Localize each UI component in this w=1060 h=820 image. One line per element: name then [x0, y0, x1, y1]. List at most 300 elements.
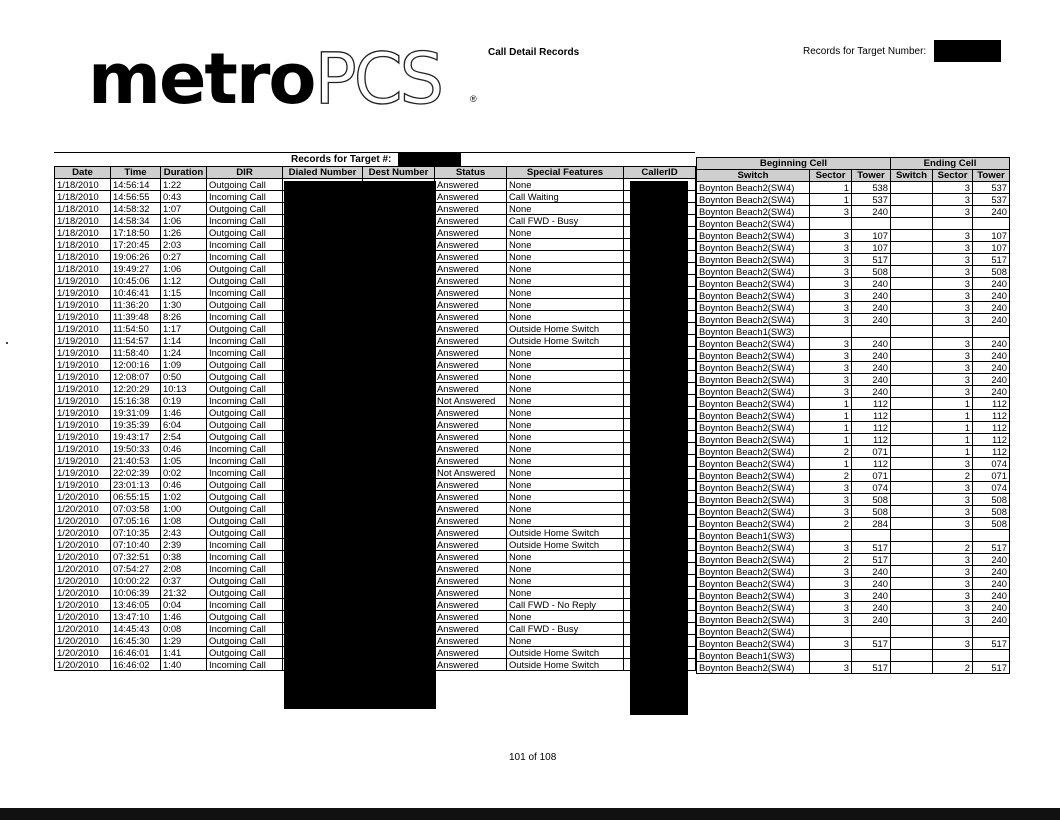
date-cell: 1/20/2010 — [55, 527, 111, 539]
begin-sector-cell: 3 — [810, 542, 852, 554]
table-row — [697, 518, 1010, 530]
column-header: DIR — [207, 167, 283, 179]
table-row — [697, 230, 1010, 242]
end-tower-cell: 537 — [973, 182, 1010, 194]
special-features-cell: None — [507, 635, 624, 647]
column-header: Status — [435, 167, 507, 179]
table-row — [697, 350, 1010, 362]
begin-switch-cell: Boynton Beach2(SW4) — [697, 434, 810, 446]
duration-cell: 1:46 — [161, 611, 207, 623]
table-row — [697, 278, 1010, 290]
end-sector-cell: 2 — [933, 662, 973, 674]
begin-tower-cell: 240 — [852, 578, 891, 590]
date-cell: 1/20/2010 — [55, 587, 111, 599]
end-tower-cell: 074 — [973, 482, 1010, 494]
status-cell: Answered — [435, 431, 507, 443]
end-switch-cell — [891, 350, 933, 362]
end-switch-cell — [891, 638, 933, 650]
date-cell: 1/19/2010 — [55, 311, 111, 323]
duration-cell: 0:50 — [161, 371, 207, 383]
begin-switch-cell: Boynton Beach2(SW4) — [697, 194, 810, 206]
end-switch-cell — [891, 242, 933, 254]
ending-cell-header: Ending Cell — [891, 158, 1010, 170]
table-row — [697, 578, 1010, 590]
metropcs-logo — [88, 38, 477, 120]
status-cell: Answered — [435, 443, 507, 455]
time-cell: 16:45:30 — [111, 635, 161, 647]
end-sector-cell: 3 — [933, 494, 973, 506]
records-for-target-label: Records for Target #: — [291, 154, 392, 165]
table-row — [697, 410, 1010, 422]
status-cell: Answered — [435, 599, 507, 611]
duration-cell: 0:46 — [161, 443, 207, 455]
end-switch-cell — [891, 182, 933, 194]
end-tower-cell: 107 — [973, 230, 1010, 242]
begin-switch-cell: Boynton Beach2(SW4) — [697, 182, 810, 194]
begin-tower-cell — [852, 650, 891, 662]
date-cell: 1/19/2010 — [55, 455, 111, 467]
date-cell: 1/20/2010 — [55, 515, 111, 527]
column-header: Switch — [697, 170, 810, 182]
duration-cell: 1:30 — [161, 299, 207, 311]
begin-switch-cell: Boynton Beach2(SW4) — [697, 494, 810, 506]
table-row — [697, 302, 1010, 314]
direction-cell: Incoming Call — [207, 443, 283, 455]
begin-tower-cell: 517 — [852, 254, 891, 266]
begin-tower-cell: 538 — [852, 182, 891, 194]
begin-switch-cell: Boynton Beach2(SW4) — [697, 482, 810, 494]
time-cell: 21:40:53 — [111, 455, 161, 467]
table-row — [697, 506, 1010, 518]
duration-cell: 1:46 — [161, 407, 207, 419]
date-cell: 1/19/2010 — [55, 299, 111, 311]
direction-cell: Outgoing Call — [207, 275, 283, 287]
begin-sector-cell: 2 — [810, 518, 852, 530]
time-cell: 17:18:50 — [111, 227, 161, 239]
column-header: Sector — [810, 170, 852, 182]
time-cell: 14:45:43 — [111, 623, 161, 635]
status-cell: Answered — [435, 491, 507, 503]
direction-cell: Incoming Call — [207, 659, 283, 671]
begin-tower-cell: 112 — [852, 434, 891, 446]
status-cell: Answered — [435, 179, 507, 191]
end-tower-cell: 240 — [973, 350, 1010, 362]
end-tower-cell: 537 — [973, 194, 1010, 206]
direction-cell: Outgoing Call — [207, 227, 283, 239]
begin-sector-cell: 1 — [810, 434, 852, 446]
time-cell: 11:58:40 — [111, 347, 161, 359]
status-cell: Answered — [435, 239, 507, 251]
begin-sector-cell: 3 — [810, 266, 852, 278]
special-features-cell: None — [507, 455, 624, 467]
status-cell: Answered — [435, 299, 507, 311]
end-sector-cell: 3 — [933, 518, 973, 530]
logo-thin-text: PCS — [314, 38, 442, 120]
date-cell: 1/19/2010 — [55, 431, 111, 443]
logo-bold-text: metro — [88, 38, 315, 120]
begin-tower-cell: 508 — [852, 506, 891, 518]
status-cell: Answered — [435, 251, 507, 263]
page-number: 101 of 108 — [509, 752, 557, 763]
direction-cell: Incoming Call — [207, 599, 283, 611]
status-cell: Answered — [435, 515, 507, 527]
status-cell: Answered — [435, 455, 507, 467]
time-cell: 07:54:27 — [111, 563, 161, 575]
end-switch-cell — [891, 338, 933, 350]
date-cell: 1/20/2010 — [55, 599, 111, 611]
begin-switch-cell: Boynton Beach2(SW4) — [697, 614, 810, 626]
begin-switch-cell: Boynton Beach2(SW4) — [697, 266, 810, 278]
begin-sector-cell — [810, 326, 852, 338]
begin-tower-cell: 517 — [852, 638, 891, 650]
table-row — [697, 566, 1010, 578]
end-sector-cell: 3 — [933, 194, 973, 206]
table-row — [697, 614, 1010, 626]
end-switch-cell — [891, 422, 933, 434]
end-sector-cell: 3 — [933, 242, 973, 254]
begin-tower-cell: 240 — [852, 338, 891, 350]
begin-tower-cell: 240 — [852, 362, 891, 374]
begin-sector-cell: 3 — [810, 602, 852, 614]
column-header: Time — [111, 167, 161, 179]
end-tower-cell: 517 — [973, 542, 1010, 554]
time-cell: 19:49:27 — [111, 263, 161, 275]
direction-cell: Incoming Call — [207, 191, 283, 203]
status-cell: Answered — [435, 407, 507, 419]
duration-cell: 1:02 — [161, 491, 207, 503]
direction-cell: Outgoing Call — [207, 479, 283, 491]
table-row — [697, 386, 1010, 398]
begin-tower-cell: 240 — [852, 602, 891, 614]
end-tower-cell: 517 — [973, 662, 1010, 674]
special-features-cell: Outside Home Switch — [507, 647, 624, 659]
column-header: Tower — [973, 170, 1010, 182]
table-row — [697, 182, 1010, 194]
begin-sector-cell: 3 — [810, 290, 852, 302]
end-tower-cell: 240 — [973, 302, 1010, 314]
end-sector-cell: 2 — [933, 470, 973, 482]
duration-cell: 0:08 — [161, 623, 207, 635]
status-cell: Answered — [435, 659, 507, 671]
begin-tower-cell: 240 — [852, 290, 891, 302]
end-sector-cell: 3 — [933, 182, 973, 194]
end-switch-cell — [891, 662, 933, 674]
begin-tower-cell: 071 — [852, 470, 891, 482]
begin-tower-cell: 240 — [852, 386, 891, 398]
duration-cell: 1:17 — [161, 323, 207, 335]
column-header: Tower — [852, 170, 891, 182]
column-header: Duration — [161, 167, 207, 179]
direction-cell: Outgoing Call — [207, 611, 283, 623]
end-tower-cell — [973, 326, 1010, 338]
date-cell: 1/18/2010 — [55, 239, 111, 251]
end-tower-cell: 508 — [973, 518, 1010, 530]
status-cell: Answered — [435, 263, 507, 275]
time-cell: 13:47:10 — [111, 611, 161, 623]
special-features-cell: None — [507, 407, 624, 419]
date-cell: 1/19/2010 — [55, 371, 111, 383]
duration-cell: 1:08 — [161, 515, 207, 527]
end-sector-cell: 3 — [933, 614, 973, 626]
status-cell: Answered — [435, 371, 507, 383]
status-cell: Answered — [435, 203, 507, 215]
end-tower-cell — [973, 650, 1010, 662]
time-cell: 11:36:20 — [111, 299, 161, 311]
end-switch-cell — [891, 206, 933, 218]
begin-tower-cell: 517 — [852, 662, 891, 674]
column-header: CallerID — [624, 167, 696, 179]
status-cell: Answered — [435, 623, 507, 635]
direction-cell: Outgoing Call — [207, 203, 283, 215]
begin-switch-cell: Boynton Beach2(SW4) — [697, 470, 810, 482]
begin-sector-cell: 3 — [810, 374, 852, 386]
cell-header-row — [697, 170, 1010, 182]
table-row — [697, 482, 1010, 494]
begin-sector-cell: 1 — [810, 182, 852, 194]
special-features-cell: None — [507, 563, 624, 575]
date-cell: 1/19/2010 — [55, 347, 111, 359]
special-features-cell: None — [507, 443, 624, 455]
status-cell: Answered — [435, 563, 507, 575]
duration-cell: 0:19 — [161, 395, 207, 407]
special-features-cell: None — [507, 179, 624, 191]
begin-sector-cell: 3 — [810, 230, 852, 242]
date-cell: 1/19/2010 — [55, 359, 111, 371]
end-tower-cell: 240 — [973, 602, 1010, 614]
duration-cell: 21:32 — [161, 587, 207, 599]
begin-switch-cell: Boynton Beach2(SW4) — [697, 302, 810, 314]
status-cell: Answered — [435, 359, 507, 371]
duration-cell: 1:09 — [161, 359, 207, 371]
special-features-cell: None — [507, 383, 624, 395]
begin-switch-cell: Boynton Beach2(SW4) — [697, 458, 810, 470]
cell-site-table — [696, 157, 1010, 674]
end-switch-cell — [891, 410, 933, 422]
direction-cell: Incoming Call — [207, 551, 283, 563]
begin-tower-cell: 284 — [852, 518, 891, 530]
end-tower-cell — [973, 218, 1010, 230]
begin-switch-cell: Boynton Beach2(SW4) — [697, 422, 810, 434]
end-sector-cell: 3 — [933, 374, 973, 386]
table-row — [697, 398, 1010, 410]
end-tower-cell: 074 — [973, 458, 1010, 470]
duration-cell: 1:26 — [161, 227, 207, 239]
time-cell: 06:55:15 — [111, 491, 161, 503]
time-cell: 16:46:01 — [111, 647, 161, 659]
begin-switch-cell: Boynton Beach2(SW4) — [697, 278, 810, 290]
date-cell: 1/19/2010 — [55, 383, 111, 395]
direction-cell: Incoming Call — [207, 251, 283, 263]
table-row — [697, 266, 1010, 278]
begin-sector-cell: 3 — [810, 578, 852, 590]
table-row — [697, 218, 1010, 230]
direction-cell: Outgoing Call — [207, 407, 283, 419]
date-cell: 1/19/2010 — [55, 419, 111, 431]
begin-tower-cell: 240 — [852, 206, 891, 218]
end-switch-cell — [891, 386, 933, 398]
begin-sector-cell: 3 — [810, 506, 852, 518]
date-cell: 1/20/2010 — [55, 563, 111, 575]
direction-cell: Outgoing Call — [207, 503, 283, 515]
end-switch-cell — [891, 278, 933, 290]
begin-switch-cell: Boynton Beach2(SW4) — [697, 602, 810, 614]
direction-cell: Outgoing Call — [207, 491, 283, 503]
end-sector-cell: 3 — [933, 206, 973, 218]
table-row — [697, 446, 1010, 458]
date-cell: 1/20/2010 — [55, 491, 111, 503]
date-cell: 1/19/2010 — [55, 323, 111, 335]
end-tower-cell: 240 — [973, 374, 1010, 386]
begin-switch-cell: Boynton Beach2(SW4) — [697, 518, 810, 530]
begin-sector-cell: 1 — [810, 398, 852, 410]
end-sector-cell: 3 — [933, 362, 973, 374]
date-cell: 1/18/2010 — [55, 215, 111, 227]
end-switch-cell — [891, 218, 933, 230]
begin-sector-cell: 1 — [810, 194, 852, 206]
end-sector-cell: 1 — [933, 446, 973, 458]
duration-cell: 0:46 — [161, 479, 207, 491]
end-switch-cell — [891, 194, 933, 206]
time-cell: 19:50:33 — [111, 443, 161, 455]
time-cell: 12:08:07 — [111, 371, 161, 383]
direction-cell: Outgoing Call — [207, 527, 283, 539]
end-switch-cell — [891, 470, 933, 482]
begin-switch-cell: Boynton Beach2(SW4) — [697, 446, 810, 458]
end-switch-cell — [891, 482, 933, 494]
table-row — [697, 626, 1010, 638]
begin-sector-cell — [810, 530, 852, 542]
begin-tower-cell: 112 — [852, 458, 891, 470]
date-cell: 1/20/2010 — [55, 575, 111, 587]
duration-cell: 0:02 — [161, 467, 207, 479]
time-cell: 10:06:39 — [111, 587, 161, 599]
special-features-cell: None — [507, 491, 624, 503]
time-cell: 07:10:40 — [111, 539, 161, 551]
duration-cell: 1:22 — [161, 179, 207, 191]
end-switch-cell — [891, 578, 933, 590]
end-tower-cell: 112 — [973, 410, 1010, 422]
end-sector-cell: 3 — [933, 506, 973, 518]
duration-cell: 1:41 — [161, 647, 207, 659]
begin-tower-cell: 071 — [852, 446, 891, 458]
direction-cell: Outgoing Call — [207, 431, 283, 443]
direction-cell: Outgoing Call — [207, 179, 283, 191]
begin-switch-cell: Boynton Beach2(SW4) — [697, 230, 810, 242]
column-header: Dialed Number — [283, 167, 363, 179]
end-sector-cell: 3 — [933, 290, 973, 302]
begin-sector-cell: 3 — [810, 278, 852, 290]
status-cell: Answered — [435, 551, 507, 563]
end-sector-cell: 3 — [933, 590, 973, 602]
end-sector-cell: 3 — [933, 338, 973, 350]
time-cell: 19:31:09 — [111, 407, 161, 419]
direction-cell: Incoming Call — [207, 347, 283, 359]
begin-switch-cell: Boynton Beach2(SW4) — [697, 206, 810, 218]
begin-sector-cell: 3 — [810, 482, 852, 494]
time-cell: 11:54:50 — [111, 323, 161, 335]
begin-sector-cell: 1 — [810, 458, 852, 470]
special-features-cell: None — [507, 371, 624, 383]
end-switch-cell — [891, 230, 933, 242]
table-row — [697, 530, 1010, 542]
status-cell: Not Answered — [435, 467, 507, 479]
begin-switch-cell: Boynton Beach2(SW4) — [697, 218, 810, 230]
direction-cell: Incoming Call — [207, 467, 283, 479]
begin-switch-cell: Boynton Beach2(SW4) — [697, 590, 810, 602]
time-cell: 14:58:32 — [111, 203, 161, 215]
table-row — [697, 326, 1010, 338]
special-features-cell: None — [507, 275, 624, 287]
table-row — [697, 590, 1010, 602]
table-header-row — [55, 167, 696, 179]
end-sector-cell: 3 — [933, 230, 973, 242]
begin-sector-cell: 3 — [810, 638, 852, 650]
status-cell: Answered — [435, 383, 507, 395]
begin-sector-cell: 3 — [810, 254, 852, 266]
begin-switch-cell: Boynton Beach2(SW4) — [697, 638, 810, 650]
special-features-cell: None — [507, 311, 624, 323]
redaction-box — [398, 153, 461, 167]
special-features-cell: None — [507, 239, 624, 251]
status-cell: Answered — [435, 347, 507, 359]
duration-cell: 1:06 — [161, 215, 207, 227]
special-features-cell: None — [507, 587, 624, 599]
table-row — [697, 434, 1010, 446]
special-features-cell: None — [507, 479, 624, 491]
time-cell: 07:10:35 — [111, 527, 161, 539]
special-features-cell: None — [507, 227, 624, 239]
special-features-cell: None — [507, 431, 624, 443]
special-features-cell: Outside Home Switch — [507, 527, 624, 539]
end-sector-cell — [933, 626, 973, 638]
end-sector-cell: 3 — [933, 458, 973, 470]
beginning-cell-header: Beginning Cell — [697, 158, 891, 170]
direction-cell: Outgoing Call — [207, 371, 283, 383]
end-tower-cell: 240 — [973, 614, 1010, 626]
date-cell: 1/20/2010 — [55, 635, 111, 647]
begin-tower-cell: 517 — [852, 542, 891, 554]
begin-tower-cell: 112 — [852, 422, 891, 434]
end-switch-cell — [891, 362, 933, 374]
end-tower-cell: 240 — [973, 314, 1010, 326]
begin-switch-cell: Boynton Beach2(SW4) — [697, 542, 810, 554]
begin-tower-cell — [852, 530, 891, 542]
begin-tower-cell: 112 — [852, 398, 891, 410]
begin-switch-cell: Boynton Beach2(SW4) — [697, 506, 810, 518]
begin-sector-cell: 3 — [810, 662, 852, 674]
table-row — [697, 494, 1010, 506]
date-cell: 1/20/2010 — [55, 647, 111, 659]
table-row — [697, 338, 1010, 350]
duration-cell: 2:43 — [161, 527, 207, 539]
end-tower-cell: 517 — [973, 254, 1010, 266]
end-switch-cell — [891, 602, 933, 614]
registered-mark: ® — [470, 94, 477, 104]
status-cell: Answered — [435, 311, 507, 323]
begin-switch-cell: Boynton Beach2(SW4) — [697, 554, 810, 566]
time-cell: 07:05:16 — [111, 515, 161, 527]
table-row — [697, 650, 1010, 662]
begin-tower-cell: 240 — [852, 302, 891, 314]
status-cell: Answered — [435, 419, 507, 431]
begin-switch-cell: Boynton Beach2(SW4) — [697, 338, 810, 350]
duration-cell: 0:27 — [161, 251, 207, 263]
status-cell: Answered — [435, 539, 507, 551]
duration-cell: 0:04 — [161, 599, 207, 611]
time-cell: 14:58:34 — [111, 215, 161, 227]
end-sector-cell — [933, 218, 973, 230]
end-tower-cell: 107 — [973, 242, 1010, 254]
